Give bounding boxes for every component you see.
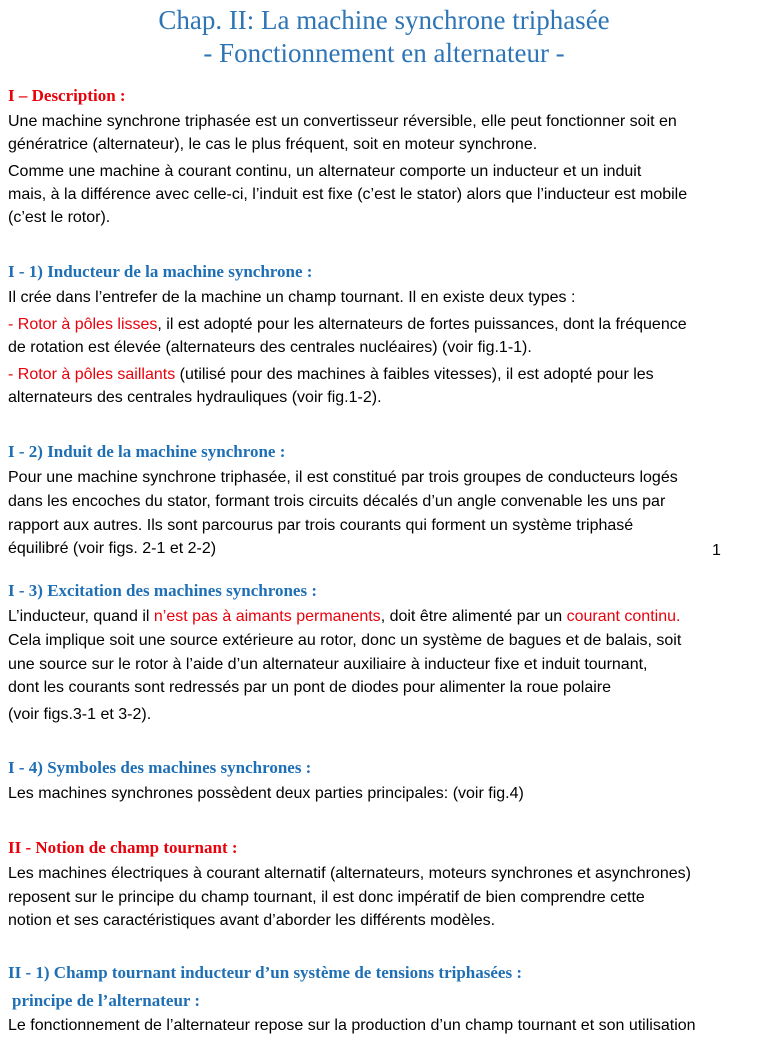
paragraph-line: génératrice (alternateur), le cas le plus fréquent, soit en moteur synchrone.: [8, 136, 538, 153]
paragraph-line: Pour une machine synchrone triphasée, il est constitué par trois groupes de conducteurs logés: [8, 469, 678, 486]
page-number: 1: [712, 542, 721, 559]
highlight-rotor-poles-saillants: Rotor à pôles saillants: [17, 366, 176, 383]
page-title-line-2: - Fonctionnement en alternateur -: [203, 38, 565, 68]
heading-symboles: I - 4) Symboles des machines synchrones :: [8, 758, 312, 777]
heading-champ-tournant: II - Notion de champ tournant :: [8, 838, 238, 857]
list-dash: -: [8, 316, 18, 333]
paragraph-line: Une machine synchrone triphasée est un convertisseur réversible, elle peut fonctionner soit en: [8, 113, 677, 130]
paragraph-line: Il crée dans l’entrefer de la machine un champ tournant. Il en existe deux types :: [8, 289, 576, 306]
paragraph-line-excitation: [8, 605, 760, 628]
paragraph-line: (voir figs.3-1 et 3-2).: [8, 706, 152, 723]
paragraph-line: Les machines synchrones possèdent deux parties principales: (voir fig.4): [8, 785, 524, 802]
list-item-text: , il est adopté pour les alternateurs de fortes puissances, dont la fréquence: [157, 316, 687, 333]
list-item-text: (utilisé pour des machines à faibles vitesses), il est adopté pour les: [175, 366, 654, 383]
paragraph-line: équilibré (voir figs. 2-1 et 2-2): [8, 540, 217, 557]
paragraph-line: dans les encoches du stator, formant trois circuits décalés d’un angle convenable les uns par: [8, 493, 666, 510]
paragraph-line: rapport aux autres. Ils sont parcourus par trois courants qui forment un système triphasé: [8, 517, 634, 534]
list-dash: -: [8, 366, 18, 383]
text: L’inducteur, quand il: [8, 608, 154, 625]
highlight-rotor-poles-lisses: Rotor à pôles lisses: [17, 316, 158, 333]
paragraph-line: mais, à la différence avec celle-ci, l’induit est fixe (c’est le stator) alors que l’inducteur est mobile: [8, 186, 688, 203]
heading-inducteur: I - 1) Inducteur de la machine synchrone :: [8, 262, 313, 281]
paragraph-line-cut: Le fonctionnement de l’alternateur repose sur la production d’un champ tournant et son utilisation: [8, 1017, 696, 1034]
paragraph-line: une source sur le rotor à l’aide d’un alternateur auxiliaire à inducteur fixe et induit tournant,: [8, 656, 648, 673]
paragraph-line: Cela implique soit une source extérieure au rotor, donc un système de bagues et de balais, soit: [8, 632, 682, 649]
page-title-line-1: Chap. II: La machine synchrone triphasée: [158, 5, 610, 35]
highlight-aimants-permanents: n’est pas à aimants permanents: [153, 608, 381, 625]
subheading-principe-alternateur: principe de l’alternateur :: [12, 991, 201, 1010]
heading-induit: I - 2) Induit de la machine synchrone :: [8, 442, 286, 461]
list-item-rotor-poles-lisses: [8, 313, 760, 336]
paragraph-line: notion et ses caractéristiques avant d’aborder les différents modèles.: [8, 912, 496, 929]
list-item-rotor-poles-saillants: [8, 363, 760, 386]
heading-description: I – Description :: [8, 86, 126, 105]
text: , doit être alimenté par un: [380, 608, 567, 625]
heading-excitation: I - 3) Excitation des machines synchrones :: [8, 581, 317, 600]
paragraph-line: dont les courants sont redressés par un pont de diodes pour alimenter la roue polaire: [8, 679, 612, 696]
paragraph-line: reposent sur le principe du champ tournant, il est donc impératif de bien comprendre cette: [8, 889, 645, 906]
paragraph-line: alternateurs des centrales hydrauliques (voir fig.1-2).: [8, 389, 382, 406]
paragraph-line: de rotation est élevée (alternateurs des centrales nucléaires) (voir fig.1-1).: [8, 339, 532, 356]
paragraph-line: Comme une machine à courant continu, un alternateur comporte un inducteur et un induit: [8, 163, 642, 180]
heading-champ-tournant-inducteur: II - 1) Champ tournant inducteur d’un système de tensions triphasées :: [8, 963, 522, 982]
paragraph-line: (c’est le rotor).: [8, 209, 111, 226]
highlight-courant-continu: courant continu.: [566, 608, 681, 625]
paragraph-line: Les machines électriques à courant alternatif (alternateurs, moteurs synchrones et asynchrones): [8, 865, 692, 882]
